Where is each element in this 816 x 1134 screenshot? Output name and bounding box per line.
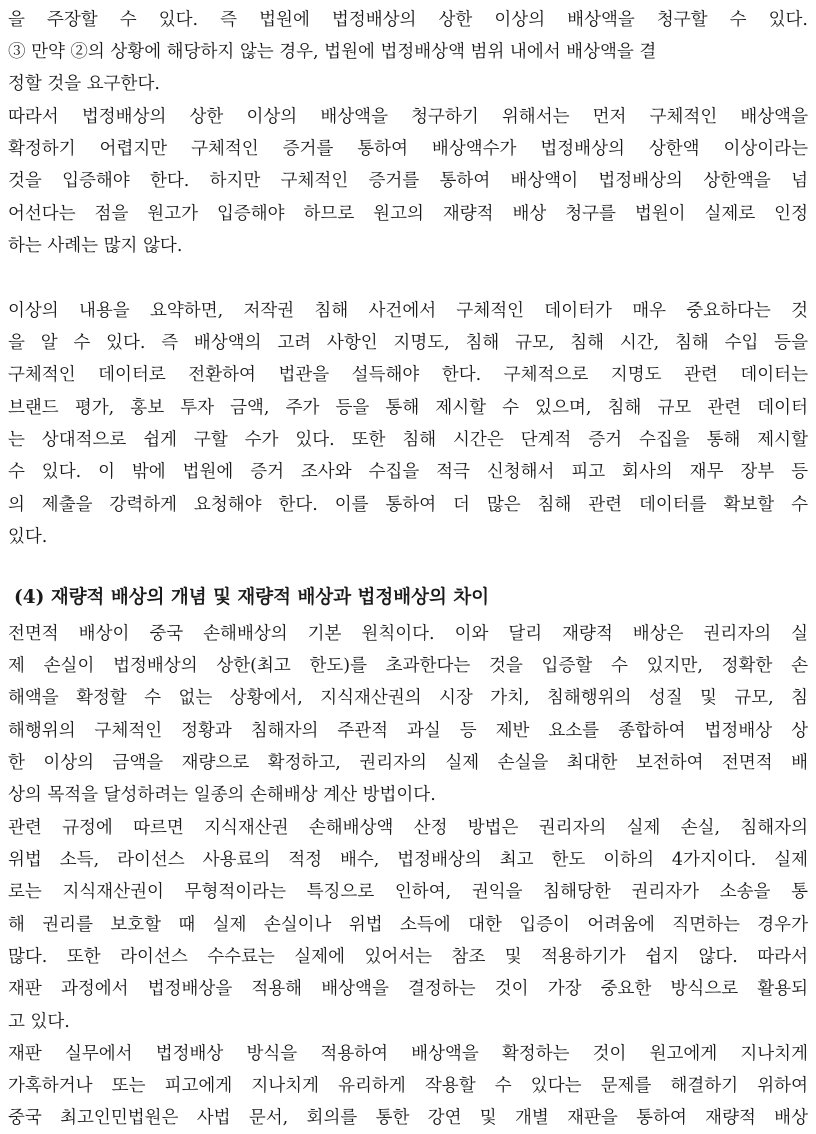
text-line: 중국 최고인민법원은 사법 문서, 회의를 통한 강연 및 개별 재판을 통하여 재량적 배상 bbox=[8, 1108, 808, 1128]
text-line: 위법 소득, 라이선스 사용료의 적정 배수, 법정배상의 최고 한도 이하의 4가지이다. 실제 bbox=[8, 850, 808, 870]
text-line: 구체적인 데이터로 전환하여 법관을 설득해야 한다. 구체적으로 지명도 관련 데이터는 bbox=[8, 365, 808, 385]
text-line: 가혹하거나 또는 피고에게 지나치게 유리하게 작용할 수 있다는 문제를 해결하기 위하여 bbox=[8, 1076, 808, 1096]
text-line: 의 제출을 강력하게 요청해야 한다. 이를 통하여 더 많은 침해 관련 데이터를 확보할 수 bbox=[8, 495, 808, 515]
text-line: 로는 지식재산권이 무형적이라는 특징으로 인하여, 권익을 침해당한 권리자가 소송을 통 bbox=[8, 882, 808, 902]
text-line: 정할 것을 요구한다. bbox=[8, 74, 160, 94]
text-line: 관련 규정에 따르면 지식재산권 손해배상액 산정 방법은 권리자의 실제 손실, 침해자의 bbox=[8, 818, 808, 838]
text-line: 을 알 수 있다. 즉 배상액의 고려 사항인 지명도, 침해 규모, 침해 시간, 침해 수입 등을 bbox=[8, 333, 808, 353]
text-line: 해 권리를 보호할 때 실제 손실이나 위법 소득에 대한 입증이 어려움에 직면하는 경우가 bbox=[8, 915, 808, 935]
text-line: 한 이상의 금액을 재량으로 확정하고, 권리자의 실제 손실을 최대한 보전하여 전면적 배 bbox=[8, 753, 808, 773]
text-line: 것을 입증해야 한다. 하지만 구체적인 증거를 통하여 배상액이 법정배상의 상한액을 넘 bbox=[8, 171, 808, 191]
text-line: 확정하기 어렵지만 구체적인 증거를 통하여 배상액수가 법정배상의 상한액 이상이라는 bbox=[8, 139, 808, 159]
text-line: 수 있다. 이 밖에 법원에 증거 조사와 수집을 적극 신청해서 피고 회사의 재무 장부 등 bbox=[8, 462, 808, 482]
document-page bbox=[8, 4, 812, 1132]
text-line: 있다. bbox=[8, 527, 48, 547]
text-line: 을 주장할 수 있다. 즉 법원에 법정배상의 상한 이상의 배상액을 청구할 수 있다. bbox=[8, 10, 808, 30]
text-line: 브랜드 평가, 홍보 투자 금액, 주가 등을 통해 제시할 수 있으며, 침해 규모 관련 데이터 bbox=[8, 398, 808, 418]
text-line: ③ 만약 ②의 상황에 해당하지 않는 경우, 법원에 법정배상액 범위 내에서 배상액을 결 bbox=[8, 42, 657, 62]
text-line: 전면적 배상이 중국 손해배상의 기본 원칙이다. 이와 달리 재량적 배상은 권리자의 실 bbox=[8, 624, 808, 644]
text-line: 제 손실이 법정배상의 상한(최고 한도)를 초과한다는 것을 입증할 수 있지만, 정확한 손 bbox=[8, 656, 808, 676]
text-line: 많다. 또한 라이선스 수수료는 실제에 있어서는 참조 및 적용하기가 쉽지 않다. 따라서 bbox=[8, 947, 808, 967]
text-line: 재판 실무에서 법정배상 방식을 적용하여 배상액을 확정하는 것이 원고에게 지나치게 bbox=[8, 1044, 808, 1064]
section-heading: (4) 재량적 배상의 개념 및 재량적 배상과 법정배상의 차이 bbox=[14, 587, 490, 608]
text-line: 는 상대적으로 쉽게 구할 수가 있다. 또한 침해 시간은 단계적 증거 수집을 통해 제시할 bbox=[8, 430, 808, 450]
text-line: 어선다는 점을 원고가 입증해야 하므로 원고의 재량적 배상 청구를 법원이 실제로 인정 bbox=[8, 204, 808, 224]
text-line: 해행위의 구체적인 정황과 침해자의 주관적 과실 등 제반 요소를 종합하여 법정배상 상 bbox=[8, 721, 808, 741]
text-line: 상의 목적을 달성하려는 일종의 손해배상 계산 방법이다. bbox=[8, 785, 436, 805]
text-line: 해액을 확정할 수 없는 상황에서, 지식재산권의 시장 가치, 침해행위의 성질 및 규모, 침 bbox=[8, 688, 808, 708]
text-line: 따라서 법정배상의 상한 이상의 배상액을 청구하기 위해서는 먼저 구체적인 배상액을 bbox=[8, 107, 808, 127]
text-line: 고 있다. bbox=[8, 1012, 70, 1032]
text-line: 하는 사례는 많지 않다. bbox=[8, 236, 183, 256]
text-line: 이상의 내용을 요약하면, 저작권 침해 사건에서 구체적인 데이터가 매우 중요하다는 것 bbox=[8, 301, 808, 321]
text-line: 재판 과정에서 법정배상을 적용해 배상액을 결정하는 것이 가장 중요한 방식으로 활용되 bbox=[8, 979, 808, 999]
